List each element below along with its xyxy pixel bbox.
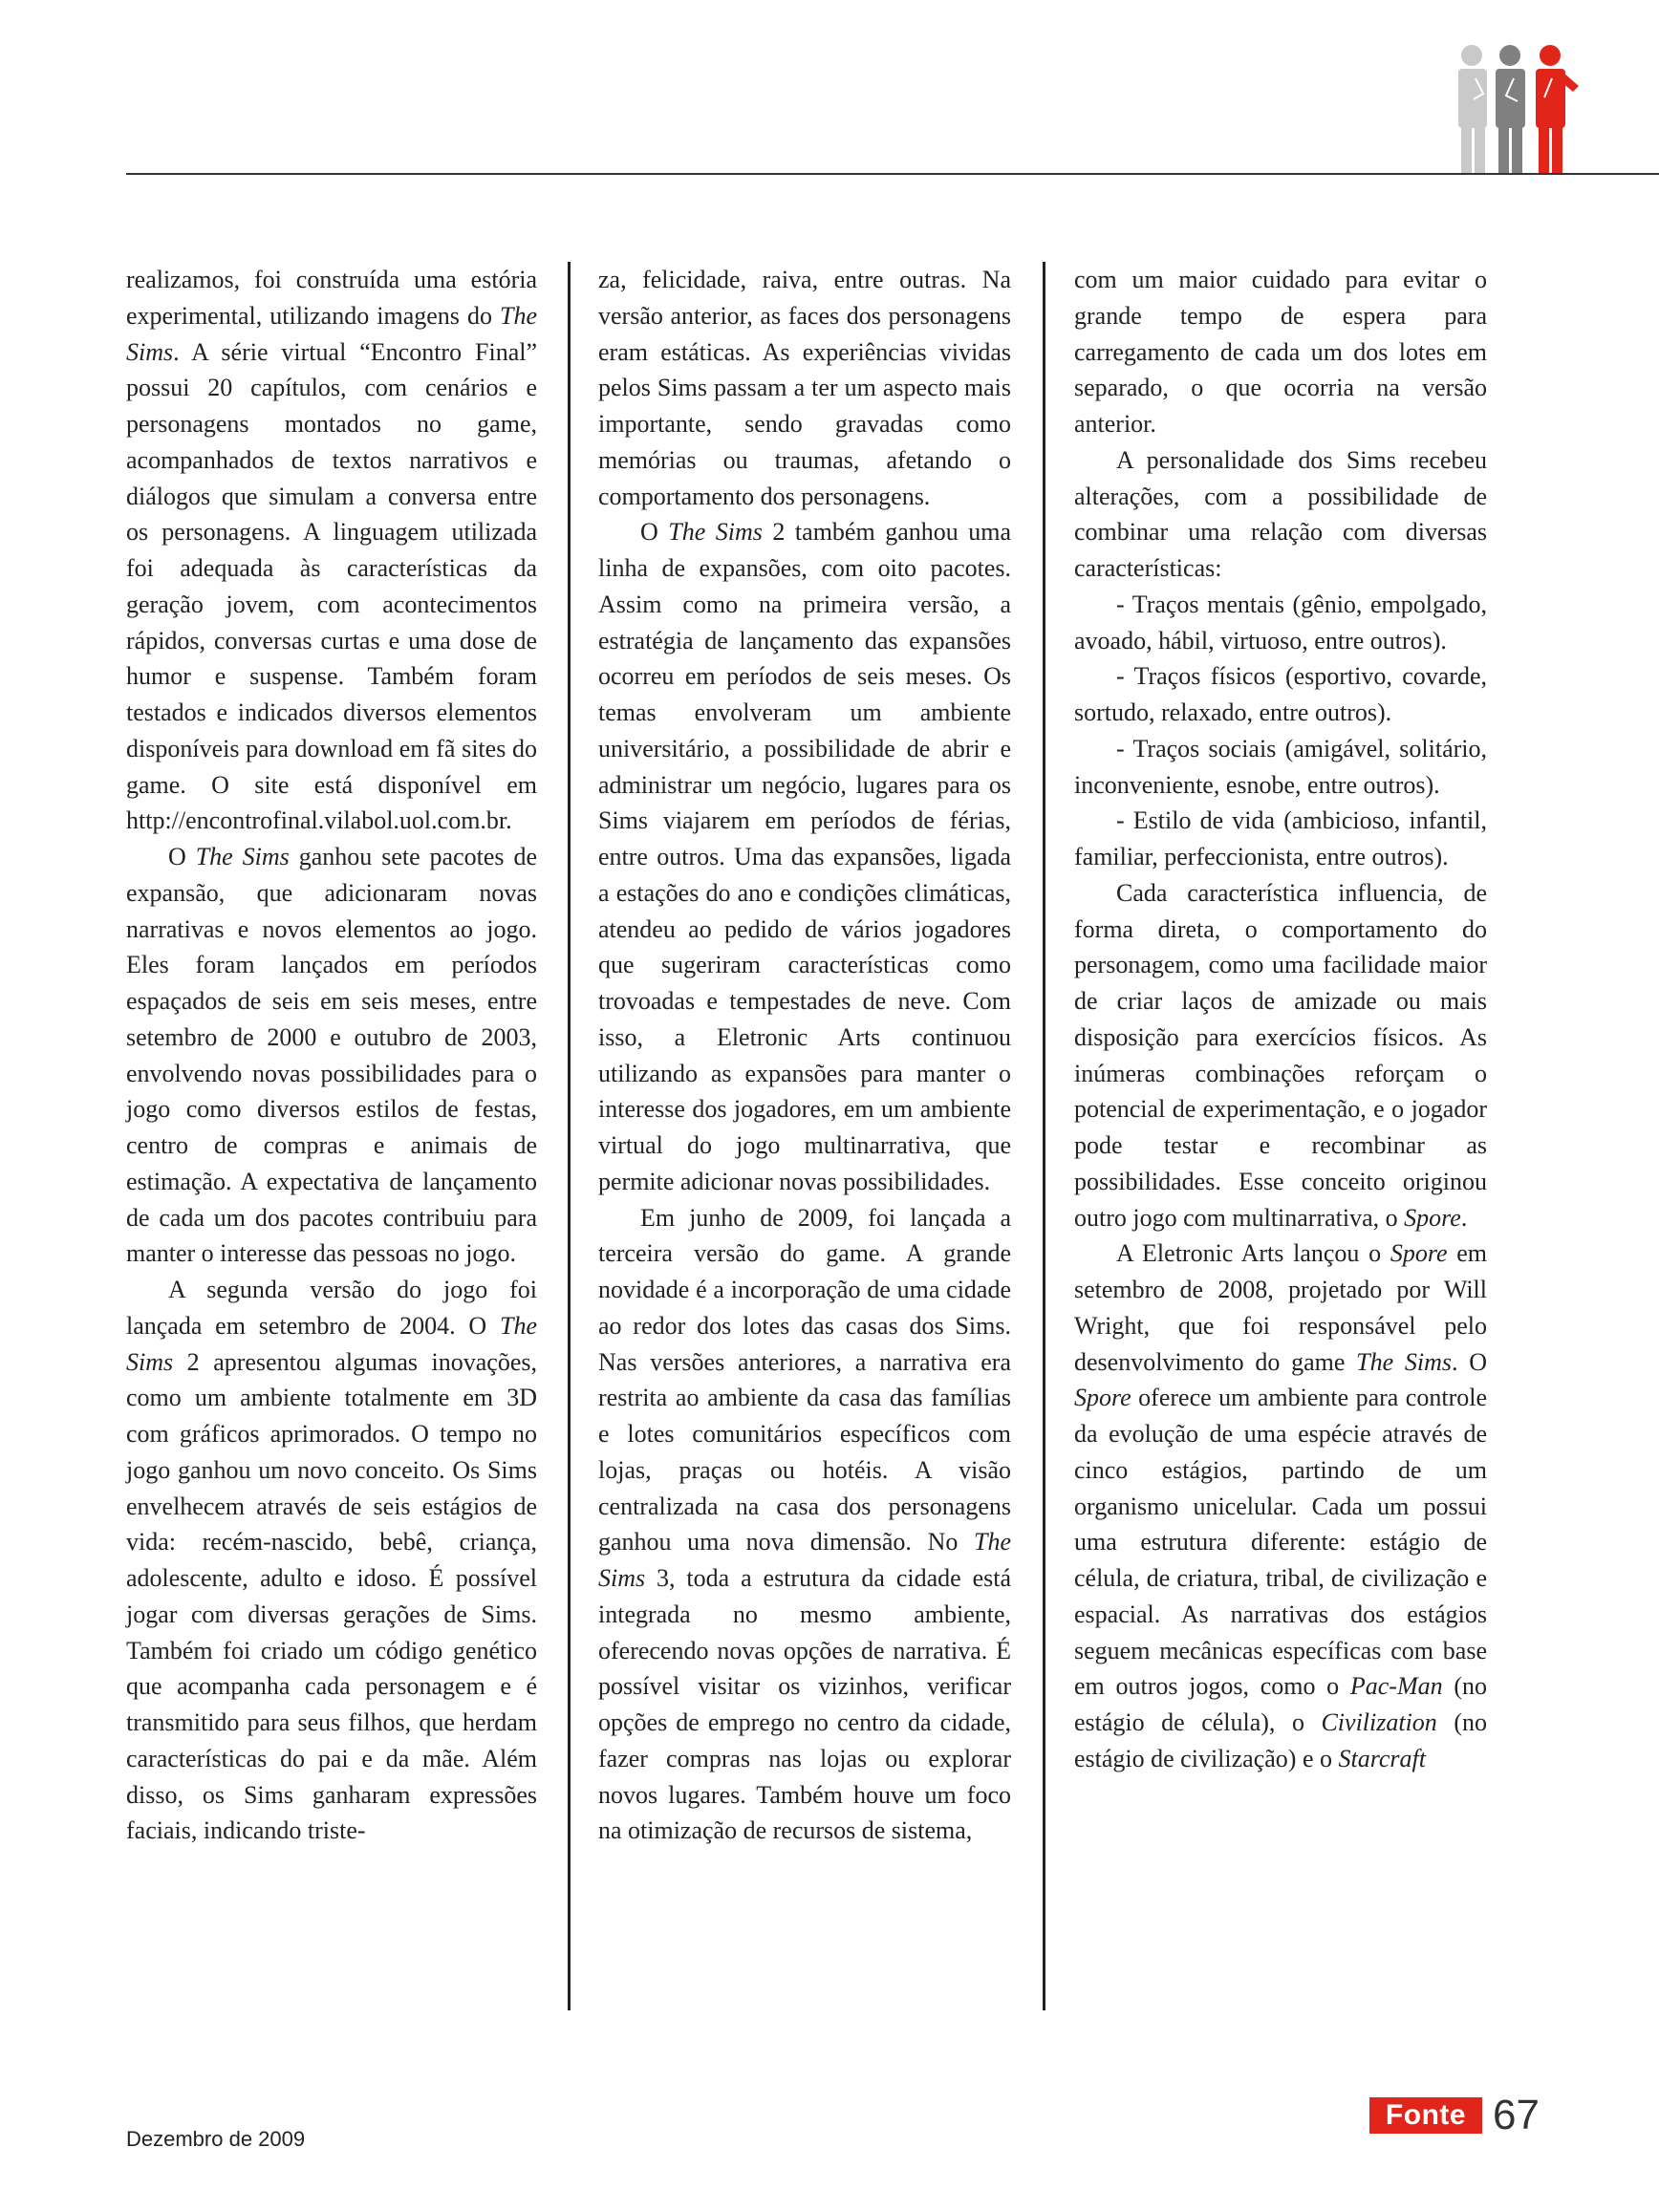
paragraph: [1074, 803, 1487, 875]
page-number: 67: [1493, 2092, 1540, 2138]
three-people-icon: [1451, 44, 1584, 173]
italic-title: Spore: [1390, 1239, 1448, 1268]
text-run: oferece um ambiente para controle da evolução de uma espécie através de cinco estágios, partindo de um organismo unicelular. Cada um possui uma estrutura diferente: estágio de célula, de criatura, tribal, de civilização e espacial. As narrativas dos estágios seguem mecânicas específicas com base em outros jogos, como o: [1074, 1384, 1487, 1701]
text-run: 2 apresentou algumas inovações, como um ambiente totalmente em 3D com gráficos aprimorados. O tempo no jogo ganhou um novo conceito. Os Sims envelhecem através de seis estágios de vida: recém-nascido, bebê, criança, adolescente, adulto e idoso. É possível jogar com diversas gerações de Sims. Também foi criado um código genético que acompanha cada personagem e é transmitido para seus filhos, que herdam características do pai e da mãe. Além disso, os Sims ganharam expressões faciais, indicando triste-: [126, 1347, 537, 1845]
person-red: [1536, 45, 1579, 173]
text-run: A Eletronic Arts lançou o: [1116, 1239, 1390, 1268]
paragraph: [598, 262, 1011, 514]
paragraph: [1074, 442, 1487, 587]
italic-title: The Sims: [668, 518, 763, 547]
header-rule: [126, 173, 1659, 175]
text-run: O: [168, 843, 196, 870]
italic-title: Civilization: [1321, 1708, 1437, 1736]
paragraph: [1074, 731, 1487, 804]
text-run: .: [1460, 1203, 1468, 1232]
text-column-2: [598, 262, 1011, 1849]
text-run: 2 também ganhou uma linha de expansões, com oito pacotes. Assim como na primeira versão, a estratégia de lançamento das expansões ocorreu em períodos de seis meses. Os temas envolveram um ambiente universitário, a possibilidade de abrir e administrar um negócio, lugares para os Sims viajarem em períodos de férias, entre outros. Uma das expansões, ligada a estações do ano e condições climáticas, atendeu ao pedido de vários jogadores que sugeriram características como trovoadas e tempestades de neve. Com isso, a Eletronic Arts continuou utilizando as expansões para manter o interesse dos jogadores, em um ambiente virtual do jogo multinarrativa, que permite adicionar novas possibilidades.: [598, 518, 1011, 1195]
italic-title: The Sims: [126, 301, 537, 366]
text-column-1: [126, 262, 537, 1849]
text-run: 3, toda a estrutura da cidade está integrada no mesmo ambiente, oferecendo novas opções de narrativa. É possível visitar os vizinhos, verificar opções de emprego no centro da cidade, fazer compras nas lojas ou explorar novos lugares. Também houve um foco na otimização de recursos de sistema,: [598, 1564, 1011, 1845]
text-run: - Traços físicos (esportivo, covarde, sortudo, relaxado, entre outros).: [1074, 662, 1487, 726]
text-run: - Traços mentais (gênio, empolgado, avoado, hábil, virtuoso, entre outros).: [1074, 590, 1487, 655]
text-run: za, felicidade, raiva, entre outras. Na versão anterior, as faces dos personagens eram estáticas. As experiências vividas pelos Sims passam a ter um aspecto mais importante, sendo gravadas como memórias ou traumas, afetando o comportamento dos personagens.: [598, 266, 1011, 510]
paragraph: [1074, 658, 1487, 731]
text-run: - Traços sociais (amigável, solitário, inconveniente, esnobe, entre outros).: [1074, 734, 1487, 799]
italic-title: The Sims: [195, 843, 290, 870]
person-dark-gray: [1496, 45, 1525, 173]
text-run: O: [640, 518, 669, 547]
text-run: A segunda versão do jogo foi lançada em setembro de 2004. O: [126, 1276, 537, 1340]
paragraph: [126, 262, 537, 839]
text-run: com um maior cuidado para evitar o grande tempo de espera para carregamento de cada um dos lotes em separado, o que ocorria na versão anterior.: [1074, 266, 1487, 438]
text-run: . A série virtual “Encontro Final” possui 20 capítulos, com cenários e personagens montados no game, acompanhados de textos narrativos e diálogos que simulam a conversa entre os personagens. A linguagem utilizada foi adequada às características da geração jovem, com acontecimentos rápidos, conversas curtas e uma dose de humor e suspense. Também foram testados e indicados diversos elementos disponíveis para download em fã sites do game. O site está disponível em http://encontrofinal.vilabol.uol.com.br.: [126, 337, 537, 835]
text-run: realizamos, foi construída uma estória experimental, utilizando imagens do: [126, 266, 537, 330]
text-run: A personalidade dos Sims recebeu alterações, com a possibilidade de combinar uma relação com diversas características:: [1074, 445, 1487, 582]
paragraph: [1074, 875, 1487, 1236]
text-run: (no estágio de célula), o: [1074, 1672, 1487, 1736]
italic-title: The Sims: [1356, 1347, 1452, 1376]
text-column-3: [1074, 262, 1487, 1777]
footer-date: Dezembro de 2009: [126, 2127, 306, 2151]
text-run: Cada característica influencia, de forma direta, o comportamento do personagem, como uma facilidade maior de criar laços de amizade ou mais disposição para exercícios físicos. As inúmeras combinações reforçam o potencial de experimentação, e o jogador pode testar e recombinar as possibilidades. Esse conceito originou outro jogo com multinarrativa, o: [1074, 878, 1487, 1232]
column-divider: [568, 262, 571, 2010]
column-divider: [1043, 262, 1045, 2010]
paragraph: [598, 1200, 1011, 1850]
text-run: (no estágio de civilização) e o: [1074, 1708, 1487, 1772]
italic-title: Pac-Man: [1349, 1672, 1443, 1701]
paragraph: [598, 514, 1011, 1199]
paragraph: [1074, 587, 1487, 659]
paragraph: [126, 839, 537, 1272]
paragraph: [126, 1272, 537, 1849]
text-run: - Estilo de vida (ambicioso, infantil, familiar, perfeccionista, entre outros).: [1074, 806, 1487, 870]
paragraph: [1074, 262, 1487, 442]
paragraph: [1074, 1235, 1487, 1776]
italic-title: The Sims: [598, 1528, 1011, 1592]
italic-title: Starcraft: [1338, 1744, 1426, 1772]
text-run: Em junho de 2009, foi lançada a terceira versão do game. A grande novidade é a incorporação de uma cidade ao redor dos lotes das casas dos Sims. Nas versões anteriores, a narrativa era restrita ao ambiente da casa das famílias e lotes comunitários específicos com lojas, praças ou hotéis. A visão centralizada na casa dos personagens ganhou uma nova dimensão. No: [598, 1203, 1011, 1557]
italic-title: Spore: [1074, 1384, 1131, 1412]
text-run: . O: [1452, 1347, 1488, 1376]
brand-badge: Fonte: [1369, 2097, 1482, 2134]
text-run: em setembro de 2008, projetado por Will Wright, que foi responsável pelo desenvolvimento do game: [1074, 1239, 1488, 1376]
italic-title: The Sims: [126, 1311, 537, 1376]
text-run: ganhou sete pacotes de expansão, que adicionaram novas narrativas e novos elementos ao jogo. Eles foram lançados em períodos espaçados de seis em seis meses, entre setembro de 2000 e outubro de 2003, envolvendo novas possibilidades para o jogo como diversos estilos de festas, centro de compras e animais de estimação. A expectativa de lançamento de cada um dos pacotes contribuiu para manter o interesse das pessoas no jogo.: [126, 843, 537, 1268]
person-light-gray: [1458, 45, 1487, 173]
italic-title: Spore: [1404, 1203, 1461, 1232]
